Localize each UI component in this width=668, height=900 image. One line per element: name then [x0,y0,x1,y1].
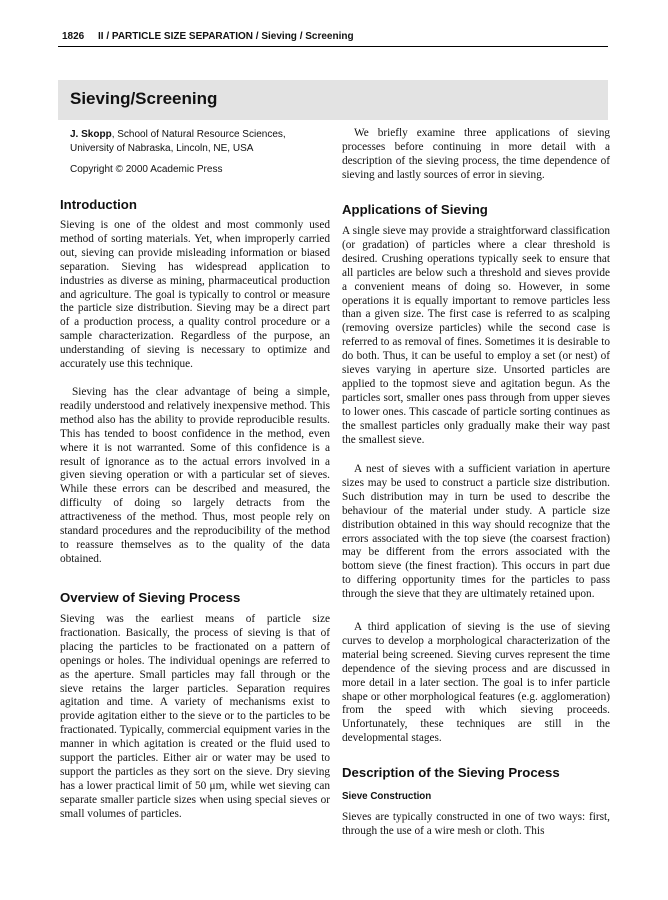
copyright-line: Copyright © 2000 Academic Press [70,164,223,175]
subheading-sieve-construction: Sieve Construction [342,791,432,802]
applications-paragraph-2: A nest of sieves with a sufficient variation in aperture sizes may be used to construct a particle size distribution. Such distribution may in turn be used to describe the behaviour of the material under study. A particle size distribution obtained in this way should recognize that the errors associated with the top sieve (the coarsest fraction) may be different from the errors associated with the bottom sieve (the finest fraction). This occurs in part due to differing opportunity times for the particles to pass through the sieve that they are ultimately retained upon. [342,463,610,601]
applications-paragraph-1: A single sieve may provide a straightforward classification (or gradation) of particles where a clear threshold is desired. Crushing operations typically seek to ensure that all particles are below such a threshold and sieves provide a convenient means of doing so. However, in some operations it is equally important to remove particles less than a given size. The first case is referred to as scalping (removing oversize particles) while the second case is referred to as removal of fines. Sometimes it is desirable to do both. Thus, it can be useful to employ a set (or nest) of sieves varying in aperture size. Unsorted particles are applied to the topmost sieve and agitation begun. As the particles sort, smaller ones pass through from upper sieves to lower ones. This cascade of particle sorting continues as the smallest particles only gradually make their way past the smallest sieve. [342,225,610,446]
author-block [70,128,330,156]
running-title: II / PARTICLE SIZE SEPARATION / Sieving / Screening [98,31,354,42]
page-number: 1826 [62,31,85,42]
intro-paragraph-2: Sieving has the clear advantage of being a simple, readily understood and relatively inexpensive method. This method also has the ability to provide reproducible results. This has tended to boost confidence in the method, even where it is not warranted. Some of this confidence is a result of ignorance as to the actual errors involved in a given sieving operation or with a particular set of sieves. While these errors can be described and measured, the difficulty of doing so largely detracts from the attractiveness of the method. Thus, most people rely on standard procedures and the reproducibility of the method to reassure themselves as to the quality of the data obtained. [60,386,330,565]
article-title: Sieving/Screening [70,89,218,108]
author-affiliation: , School of Natural Resource Sciences, University of Nabraska, Lincoln, NE, USA [70,129,286,154]
running-header [58,28,608,47]
intro-paragraph-1: Sieving is one of the oldest and most commonly used method of sorting materials. Yet, when improperly carried out, sieving can provide misleading information or biased separation. Sieving has widespread application to industries as diverse as mining, pharmaceutical production and agriculture. The goal is typically to control or measure the particle size distribution. Sieving may be a direct part of a production process, a quality control procedure or a sample characterization. Regardless of the purpose, an understanding of sieving is necessary to optimize and accurately use this technique. [60,219,330,371]
article-title-band [58,80,608,120]
heading-applications: Applications of Sieving [342,202,488,217]
overview-paragraph-1: Sieving was the earliest means of particle size fractionation. Basically, the process of sieving is that of placing the particles to be fractionated on a pattern of openings or holes. The individual openings are referred to as the aperture. Small particles may fall through or the sieve retains the larger particles. Separation requires agitation and time. A variety of mechanisms exist to provide agitation either to the sieve or to the particles to be fractionated. Typically, commercial equipment varies in the manner in which agitation is created or the fluid used to support the particles. Either air or water may be used to support the particles as they sort on the sieve. Dry sieving has a lower practical limit of 50 μm, while wet sieving can separate smaller particle sizes when using special sieves or small volumes of particles. [60,613,330,820]
heading-description: Description of the Sieving Process [342,765,560,780]
heading-overview: Overview of Sieving Process [60,590,241,605]
description-paragraph-1: Sieves are typically constructed in one of two ways: first, through the use of a wire mesh or cloth. This [342,811,610,837]
heading-introduction: Introduction [60,197,137,212]
right-intro-paragraph: We briefly examine three applications of sieving processes before continuing in more detail with a description of the sieving process, the time dependence of sieving and lastly sources of error in sieving. [342,127,610,181]
author-name: J. Skopp [70,129,112,140]
applications-paragraph-3: A third application of sieving is the use of sieving curves to develop a morphological characterization of the material being screened. Sieving curves represent the time dependence of the sieving process and are discussed in more detail in a later section. The goal is to infer particle shape or other morphological features (e.g. agglomeration) from the speed with which sieving proceeds. Unfortunately, these techniques are still in the developmental stages. [342,621,610,745]
